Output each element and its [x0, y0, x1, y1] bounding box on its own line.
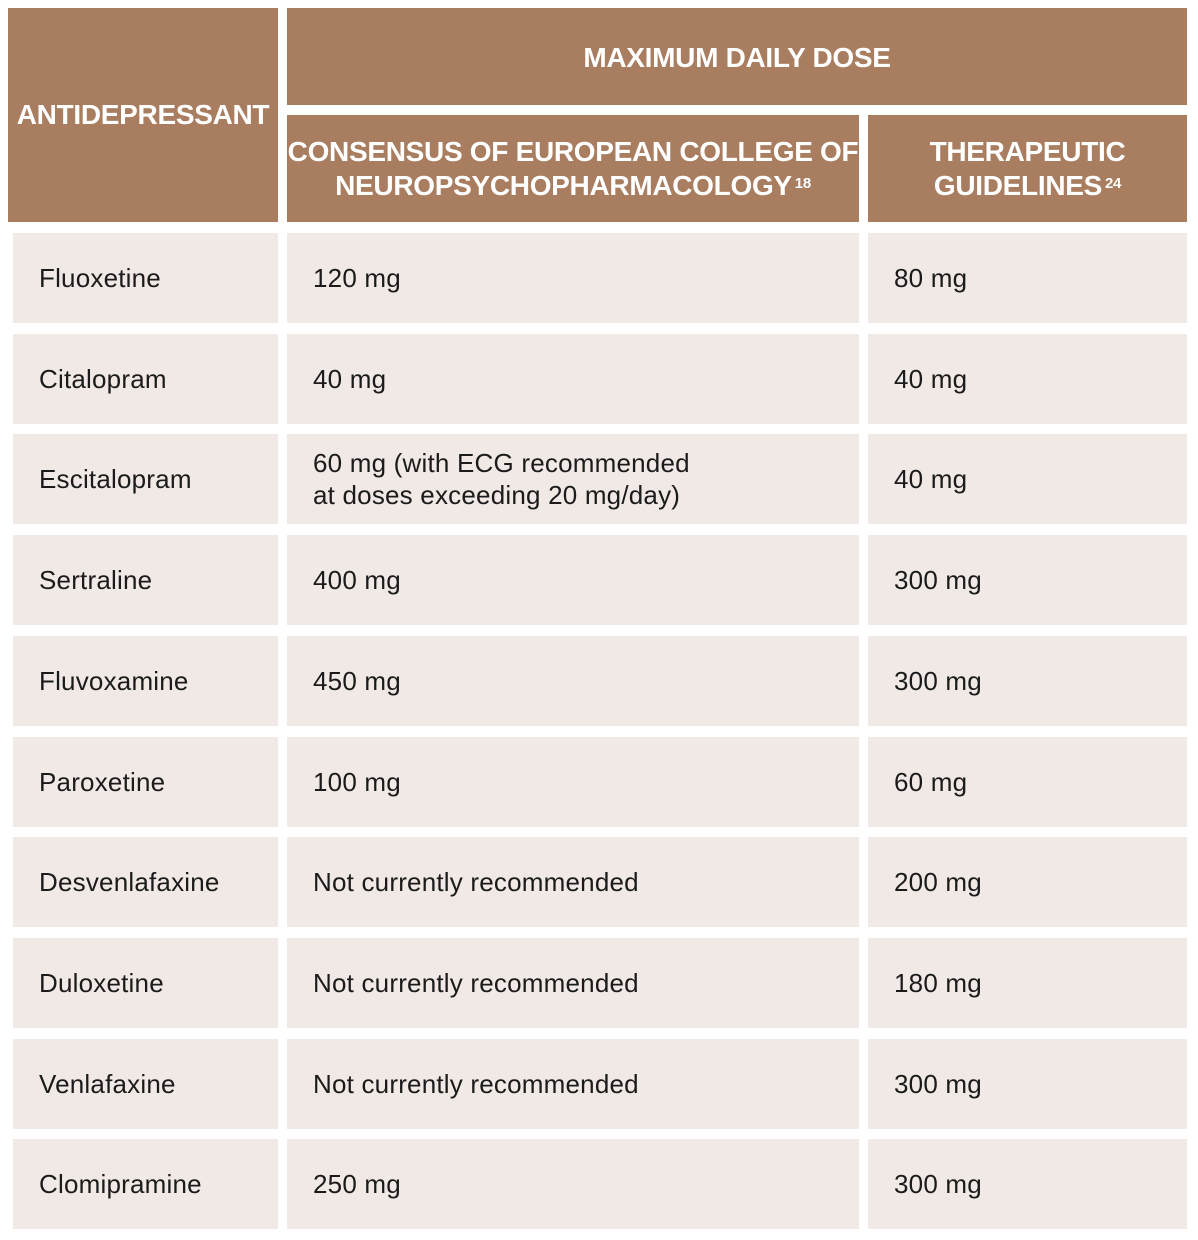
ecnp-dose-text — [313, 564, 401, 596]
tg-dose-cell — [868, 938, 1187, 1028]
tg-dose: 60 mg — [894, 767, 968, 797]
ecnp-dose-text — [313, 1168, 401, 1200]
ecnp-dose-cell — [287, 737, 859, 827]
ecnp-dose-text — [313, 447, 690, 511]
ecnp-dose-cell — [287, 636, 859, 726]
tg-header-line-1: THERAPEUTIC — [929, 135, 1126, 167]
ecnp-dose-line: 250 mg — [313, 1169, 401, 1199]
tg-dose: 200 mg — [894, 867, 982, 897]
ecnp-dose-cell — [287, 837, 859, 927]
drug-name-cell — [13, 837, 278, 927]
drug-name-cell — [13, 535, 278, 625]
drug-name: Fluoxetine — [39, 263, 161, 293]
drug-name: Sertraline — [39, 565, 153, 595]
tg-dose: 180 mg — [894, 968, 982, 998]
ecnp-consensus-column-header — [287, 115, 859, 222]
tg-dose-cell — [868, 737, 1187, 827]
ecnp-header-line-1: CONSENSUS OF EUROPEAN COLLEGE OF — [287, 135, 859, 167]
ecnp-dose-text — [313, 866, 639, 898]
tg-dose-cell — [868, 1039, 1187, 1129]
ecnp-dose-cell — [287, 1139, 859, 1229]
ecnp-dose-line: at doses exceeding 20 mg/day) — [313, 480, 681, 510]
antidepressant-header-label: ANTIDEPRESSANT — [16, 99, 270, 130]
drug-name-cell — [13, 1139, 278, 1229]
tg-dose-cell — [868, 1139, 1187, 1229]
tg-dose-cell — [868, 233, 1187, 323]
drug-name: Desvenlafaxine — [39, 867, 220, 897]
drug-name-cell — [13, 334, 278, 424]
ecnp-dose-line: 400 mg — [313, 565, 401, 595]
ecnp-dose-text — [313, 262, 401, 294]
ecnp-dose-line: 100 mg — [313, 767, 401, 797]
drug-name-cell — [13, 737, 278, 827]
ecnp-dose-line: 450 mg — [313, 666, 401, 696]
ecnp-reference-number: 18 — [794, 174, 811, 192]
ecnp-dose-cell — [287, 233, 859, 323]
drug-name-cell — [13, 938, 278, 1028]
drug-name: Clomipramine — [39, 1169, 202, 1199]
tg-header-line-2: GUIDELINES — [933, 169, 1103, 201]
tg-dose-cell — [868, 636, 1187, 726]
ecnp-dose-line: 40 mg — [313, 364, 387, 394]
ecnp-dose-text — [313, 665, 401, 697]
drug-name-cell — [13, 1039, 278, 1129]
tg-dose: 40 mg — [894, 464, 968, 494]
ecnp-header-line-2-wrap — [335, 169, 811, 203]
drug-name: Duloxetine — [39, 968, 164, 998]
tg-dose: 300 mg — [894, 565, 982, 595]
tg-dose-cell — [868, 434, 1187, 524]
ecnp-dose-cell — [287, 334, 859, 424]
ecnp-dose-cell — [287, 535, 859, 625]
ecnp-dose-line: 60 mg (with ECG recommended — [313, 448, 690, 478]
antidepressant-column-header — [8, 8, 278, 222]
maximum-daily-dose-label: MAXIMUM DAILY DOSE — [583, 41, 891, 73]
drug-name: Venlafaxine — [39, 1069, 176, 1099]
maximum-daily-dose-header — [287, 8, 1187, 105]
drug-name-cell — [13, 636, 278, 726]
ecnp-dose-line: Not currently recommended — [313, 1069, 639, 1099]
drug-name: Paroxetine — [39, 767, 166, 797]
ecnp-dose-cell — [287, 1039, 859, 1129]
therapeutic-guidelines-column-header — [868, 115, 1187, 222]
drug-name-cell — [13, 233, 278, 323]
tg-dose: 300 mg — [894, 666, 982, 696]
tg-dose: 300 mg — [894, 1069, 982, 1099]
ecnp-header-line-2: NEUROPSYCHOPHARMACOLOGY — [335, 169, 792, 201]
ecnp-dose-text — [313, 967, 639, 999]
tg-dose-cell — [868, 334, 1187, 424]
ecnp-dose-line: Not currently recommended — [313, 968, 639, 998]
tg-dose-cell — [868, 535, 1187, 625]
ecnp-dose-text — [313, 363, 386, 395]
ecnp-dose-cell — [287, 434, 859, 524]
tg-dose-cell — [868, 837, 1187, 927]
tg-dose: 300 mg — [894, 1169, 982, 1199]
ecnp-dose-line: 120 mg — [313, 263, 401, 293]
drug-name: Fluvoxamine — [39, 666, 189, 696]
drug-name: Escitalopram — [39, 464, 192, 494]
drug-name-cell — [13, 434, 278, 524]
tg-reference-number: 24 — [1105, 174, 1122, 192]
ecnp-dose-text — [313, 766, 401, 798]
tg-dose: 40 mg — [894, 364, 968, 394]
ecnp-dose-cell — [287, 938, 859, 1028]
drug-name: Citalopram — [39, 364, 167, 394]
tg-dose: 80 mg — [894, 263, 968, 293]
ecnp-dose-text — [313, 1068, 639, 1100]
ecnp-dose-line: Not currently recommended — [313, 867, 639, 897]
tg-header-line-2-wrap — [934, 169, 1121, 203]
